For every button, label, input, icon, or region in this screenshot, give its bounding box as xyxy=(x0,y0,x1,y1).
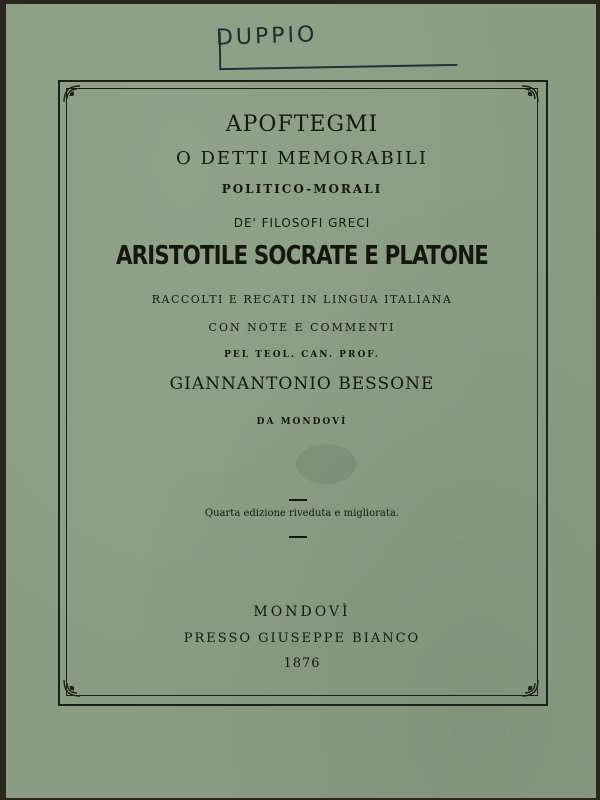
imprint-place: MONDOVÌ xyxy=(253,604,351,620)
title-line-7: CON NOTE E COMMENTI xyxy=(208,321,396,334)
imprint-publisher: PRESSO GIUSEPPE BIANCO xyxy=(183,631,421,646)
edition-note: Quarta edizione riveduta e migliorata. xyxy=(204,508,400,519)
paper-stain xyxy=(296,444,356,484)
handwritten-note: DUPPIO xyxy=(215,22,318,51)
divider-rule xyxy=(289,536,307,538)
main-title: ARISTOTILE SOCRATE E PLATONE xyxy=(116,241,488,271)
author-origin: DA MONDOVÌ xyxy=(256,417,348,427)
book-cover xyxy=(6,4,596,798)
corner-ornament-icon xyxy=(519,83,541,105)
title-line-2: O DETTI MEMORABILI xyxy=(176,148,428,169)
title-line-1: APOFTEGMI xyxy=(225,112,379,137)
author-name: GIANNANTONIO BESSONE xyxy=(169,374,435,394)
corner-ornament-icon xyxy=(61,83,83,105)
corner-ornament-icon xyxy=(61,677,83,699)
title-line-3: POLITICO-MORALI xyxy=(221,182,383,196)
title-line-4: DE' FILOSOFI GRECI xyxy=(233,216,371,230)
imprint-year: 1876 xyxy=(283,656,321,671)
divider-rule xyxy=(289,499,307,501)
corner-ornament-icon xyxy=(519,677,541,699)
title-line-6: RACCOLTI E RECATI IN LINGUA ITALIANA xyxy=(151,293,453,306)
title-line-8: PEL TEOL. CAN. PROF. xyxy=(224,350,380,360)
